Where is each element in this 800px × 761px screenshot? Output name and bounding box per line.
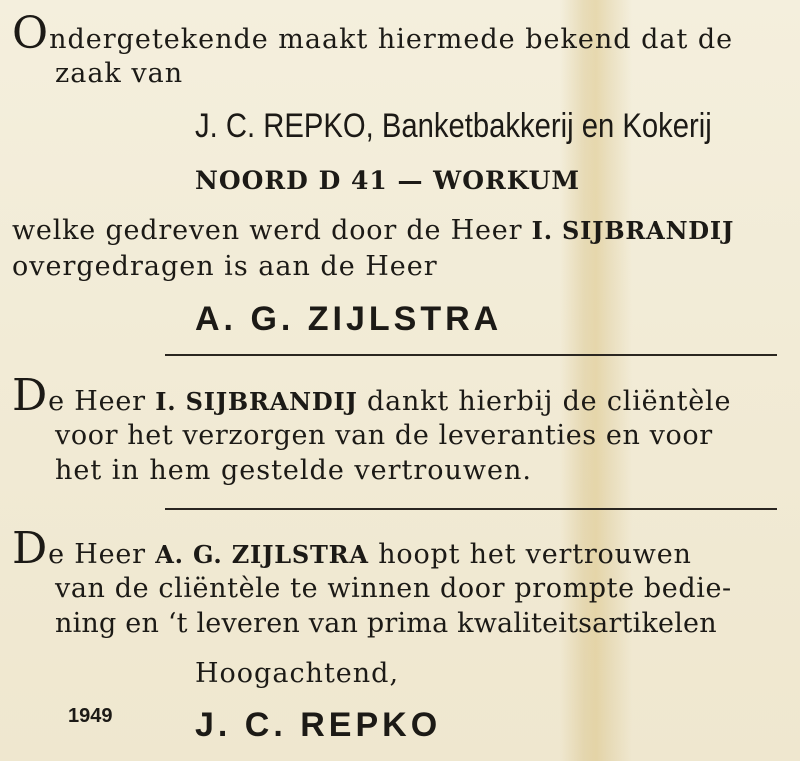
divider-2 (165, 508, 777, 510)
para2-line-1-b: hoopt het vertrouwen (368, 539, 692, 570)
previous-owner-name: I. SIJBRANDIJ (531, 216, 735, 245)
para1-line-2: voor het verzorgen van de leveranties en voor (55, 420, 713, 451)
para2-line-2: van de cliëntèle te winnen door prompte bedie- (55, 573, 732, 604)
para1-dropcap: D (12, 370, 49, 421)
para2-line-3: ning en ‘t leveren van prima kwaliteitsartikelen (55, 608, 717, 639)
para2-line-1-a: e Heer (48, 539, 156, 570)
para1-line-1-b: dankt hierbij de cliëntèle (357, 386, 732, 417)
para1-line-1 (12, 370, 732, 421)
year-label: 1949 (68, 705, 113, 727)
transfer-line-1 (12, 215, 734, 246)
para2-name: A. G. ZIJLSTRA (155, 540, 369, 569)
signature: J. C. REPKO (195, 706, 442, 744)
para2-line-1 (12, 523, 692, 574)
intro-line-1 (12, 8, 734, 59)
para1-line-1-a: e Heer (48, 386, 156, 417)
transfer-line-1-text: welke gedreven werd door de Heer (12, 215, 532, 246)
transfer-line-2: overgedragen is aan de Heer (12, 251, 438, 282)
intro-dropcap: O (12, 8, 50, 59)
para2-dropcap: D (12, 523, 49, 574)
intro-line-1-text: ndergetekende maakt hiermede bekend dat de (49, 24, 734, 55)
para1-line-3: het in hem gestelde vertrouwen. (55, 455, 532, 486)
salutation: Hoogachtend, (195, 658, 400, 689)
business-name: J. C. REPKO, Banketbakkerij en Kokerij (195, 107, 712, 145)
para1-name: I. SIJBRANDIJ (155, 387, 358, 416)
business-address: NOORD D 41 — WORKUM (195, 166, 581, 195)
new-owner-name: A. G. ZIJLSTRA (195, 300, 503, 338)
intro-line-2: zaak van (55, 58, 184, 89)
divider-1 (165, 354, 777, 356)
